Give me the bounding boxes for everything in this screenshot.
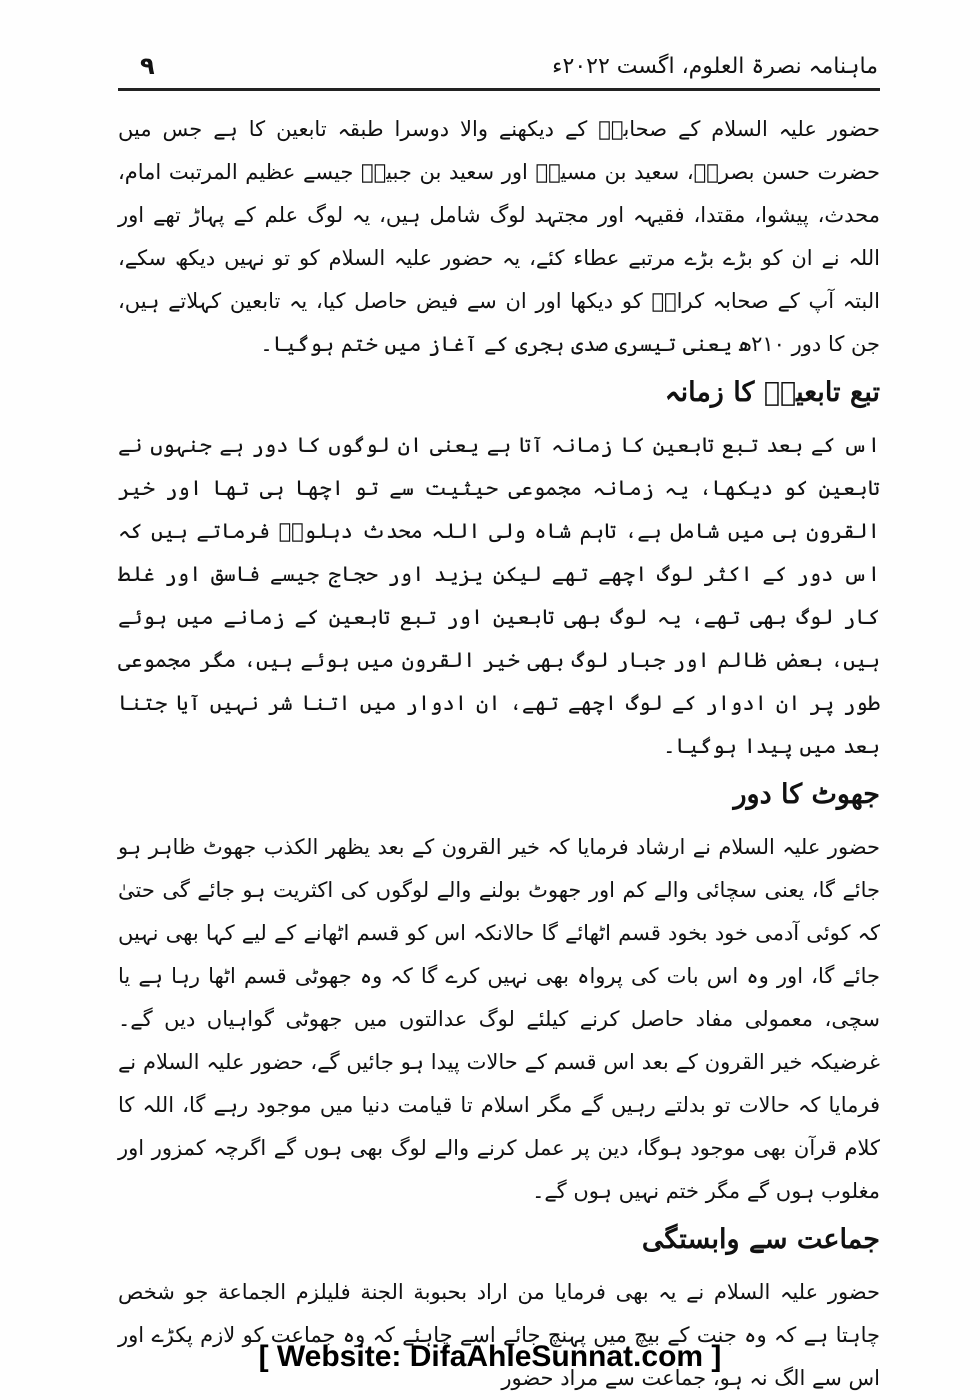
heading-era-of-lies: جھوٹ کا دور [733, 779, 880, 810]
heading-jamaat: جماعت سے وابستگی [641, 1224, 880, 1255]
website-footer: [ Website: DifaAhleSunnat.com ] [258, 1340, 722, 1373]
magazine-title: ماہنامہ نصرۃ العلوم، اگست ۲۰۲۲ء [552, 54, 878, 79]
paragraph-tabieen: حضور علیہ السلام کے صحابہؓ کے دیکھنے والا دوسرا طبقہ تابعین کا ہے جس میں حضرت حسن بصریؒ، سعید بن مسیبؒ اور سعید بن جبیرؒ جیسے عظیم المرتبت امام، محدث، پیشوا، مقتدا، فقیہہ اور مجتہد لوگ شامل ہیں، یہ لوگ علم کے پہاڑ تھے اور اللہ نے ان کو بڑے بڑے مرتبے عطاء کئے، یہ حضور علیہ السلام کو تو نہیں دیکھ سکے، البتہ آپ کے صحابہ کرامؓ کو دیکھا اور ان سے فیض حاصل کیا، یہ تابعین کہلاتے ہیں، جن کا دور ۲۱۰ھ یعنی تیسری صدی ہجری کے آغاز میں ختم ہوگیا۔ [118, 117, 880, 356]
heading-tabe-tabieen: تبع تابعینؒ کا زمانہ [664, 377, 880, 408]
paragraph-tabe-tabieen: اس کے بعد تبع تابعین کا زمانہ آتا ہے یعنی ان لوگوں کا دور ہے جنہوں نے تابعین کو دیکھا، یہ زمانہ مجموعی حیثیت سے تو اچھا ہی تھا اور خیر القرون ہی میں شامل ہے، تاہم شاہ ولی اللہ محدث دہلویؒ فرماتے ہیں کہ اس دور کے اکثر لوگ اچھے تھے لیکن یزید اور حجاج جیسے فاسق اور غلط کار لوگ بھی تھے، یہ لوگ بھی تابعین اور تبع تابعین کے زمانے میں ہوئے ہیں، بعض ظالم اور جبار لوگ بھی خیر القرون میں ہوئے ہیں، مگر مجموعی طور پر ان ادوار کے لوگ اچھے تھے، ان ادوار میں اتنا شر نہیں آیا جتنا بعد میں پیدا ہوگیا۔ [118, 433, 880, 758]
paragraph-era-of-lies: حضور علیہ السلام نے ارشاد فرمایا کہ خیر القرون کے بعد یظهر الكذب جھوٹ ظاہر ہو جائے گا، یعنی سچائی والے کم اور جھوٹ بولنے والے لوگوں کی اکثریت ہو جائے گی حتیٰ کہ کوئی آدمی خود بخود قسم اٹھائے گا حالانکہ اس کو قسم اٹھانے کے لیے کہا بھی نہیں جائے گا، اور وہ اس بات کی پرواہ بھی نہیں کرے گا کہ وہ جھوٹی قسم اٹھا رہا ہے یا سچی، معمولی مفاد حاصل کرنے کیلئے لوگ عدالتوں میں جھوٹی گواہیاں دیں گے۔ غرضیکہ خیر القرون کے بعد اس قسم کے حالات پیدا ہو جائیں گے، حضور علیہ السلام نے فرمایا کہ حالات تو بدلتے رہیں گے مگر اسلام تا قیامت دنیا میں موجود رہے گا، اللہ کا کلام قرآن بھی موجود ہوگا، دین پر عمل کرنے والے لوگ بھی ہوں گے اگرچہ کمزور اور مغلوب ہوں گے مگر ختم نہیں ہوں گے۔ [118, 835, 880, 1203]
header-rule [118, 88, 880, 91]
paragraph-jamaat: حضور علیہ السلام نے یہ بھی فرمایا من اراد بحبوبة الجنة فليلزم الجماعة جو شخص چاہتا ہے کہ وہ جنت کے بیچ میں پہنچ جائے اسے چاہئے کہ وہ جماعت کو لازم پکڑے اور اس سے الگ نہ ہو، جماعت سے مراد حضور [118, 1280, 880, 1390]
page-header [118, 48, 878, 90]
page-number: ۹ [140, 52, 155, 80]
